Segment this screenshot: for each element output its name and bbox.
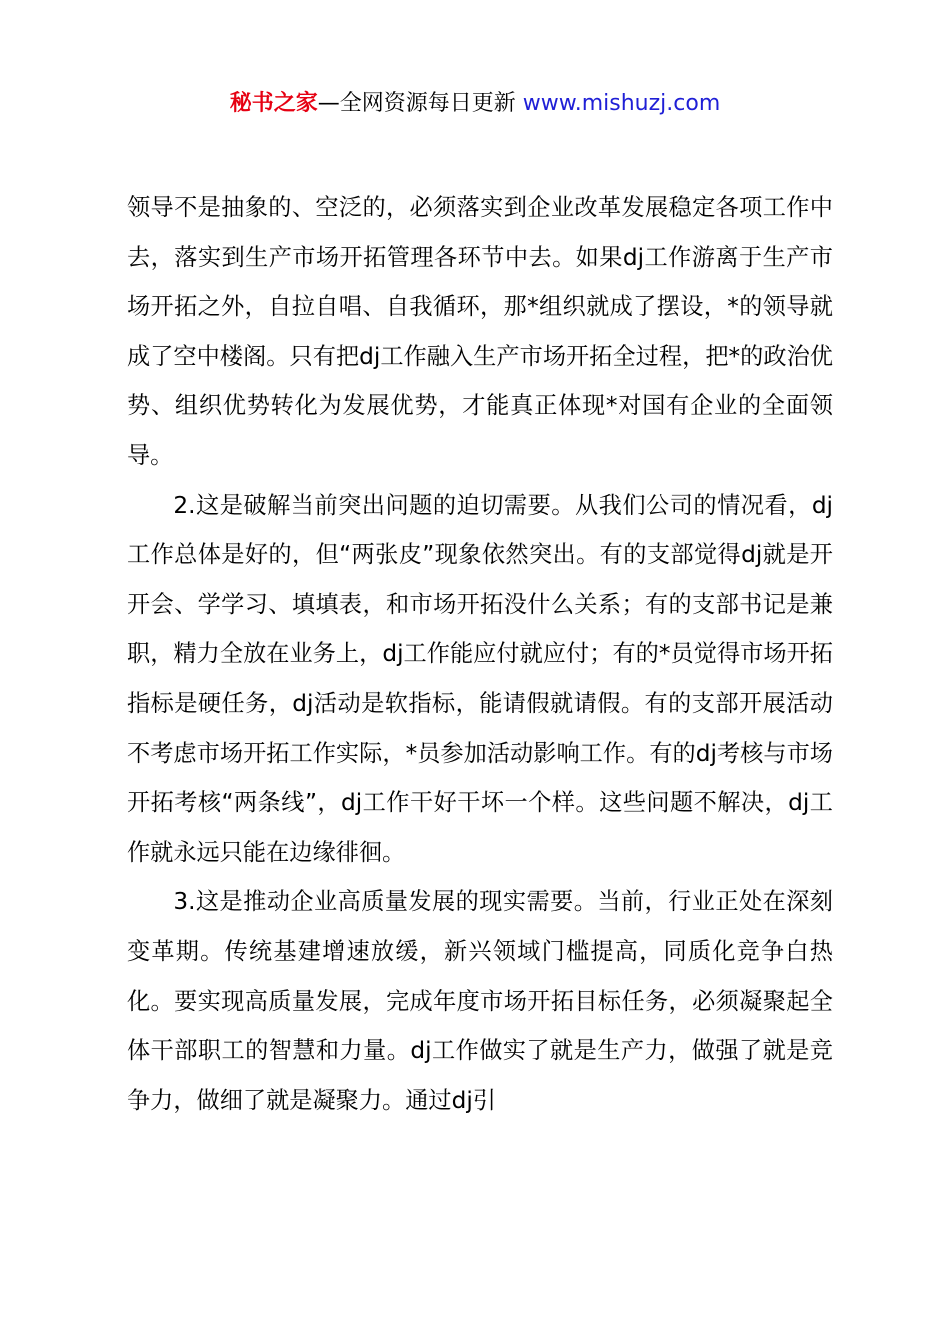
brand-name: 秘书之家 [229, 91, 318, 116]
header-tagline: —全网资源每日更新 [317, 91, 523, 116]
paragraph-1: 领导不是抽象的、空泛的，必须落实到企业改革发展稳定各项工作中去，落实到生产市场开拓管理各环节中去。如果dj工作游离于生产市场开拓之外，自拉自唱、自我循环，那*组织就成了摆设，*的领导就成了空中楼阁。只有把dj工作融入生产市场开拓全过程，把*的政治优势、组织优势转化为发展优势，才能真正体现*对国有企业的全面领导。 [127, 194, 833, 469]
site-url-link[interactable]: www.mishuzj.com [522, 91, 721, 116]
paragraph-3: 3.这是推动企业高质量发展的现实需要。当前，行业正处在深刻变革期。传统基建增速放缓，新兴领域门槛提高，同质化竞争白热化。要实现高质量发展，完成年度市场开拓目标任务，必须凝聚起全体干部职工的智慧和力量。dj工作做实了就是生产力，做强了就是竞争力，做细了就是凝聚力。通过dj引 [127, 888, 833, 1114]
paragraph-2: 2.这是破解当前突出问题的迫切需要。从我们公司的情况看，dj工作总体是好的，但“两张皮”现象依然突出。有的支部觉得dj就是开开会、学学习、填填表，和市场开拓没什么关系；有的支部书记是兼职，精力全放在业务上，dj工作能应付就应付；有的*员觉得市场开拓指标是硬任务，dj活动是软指标，能请假就请假。有的支部开展活动不考虑市场开拓工作实际，*员参加活动影响工作。有的dj考核与市场开拓考核“两条线”，dj工作干好干坏一个样。这些问题不解决，dj工作就永远只能在边缘徘徊。 [127, 491, 833, 866]
page-header [0, 88, 950, 120]
document-body [127, 183, 833, 1125]
